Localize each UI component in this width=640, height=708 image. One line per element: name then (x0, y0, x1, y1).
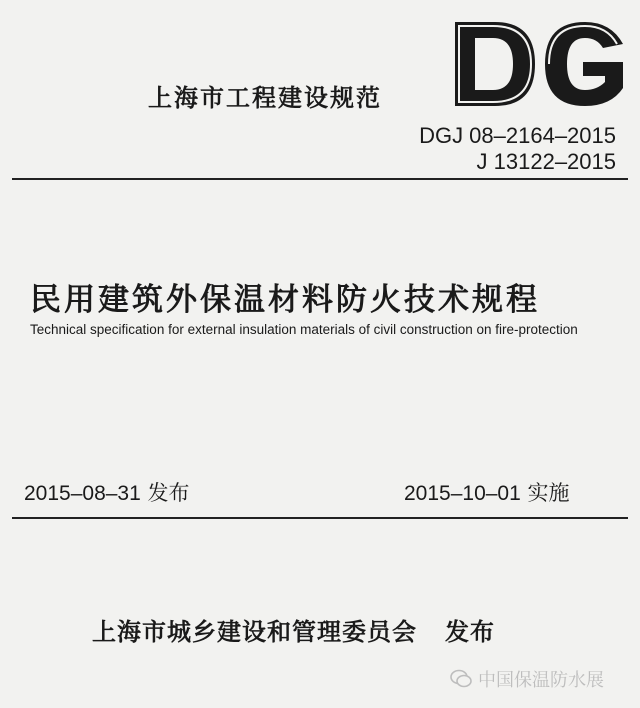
document-title: 民用建筑外保温材料防火技术规程 (30, 282, 540, 318)
watermark-text: 中国保温防水展 (478, 670, 604, 691)
standard-code-dgj: DGJ 08–2164–2015 (419, 123, 616, 148)
standard-code-j: J 13122–2015 (476, 149, 616, 174)
implementation-date: 2015–10–01 (404, 482, 521, 505)
implementation-date-line (404, 477, 569, 507)
issue-label: 发布 (147, 481, 190, 505)
wechat-icon (450, 669, 472, 689)
publisher-name: 上海市城乡建设和管理委员会 (92, 618, 417, 646)
issue-date: 2015–08–31 (24, 482, 141, 505)
issue-date-line (24, 477, 189, 507)
publisher-action: 发布 (445, 618, 495, 646)
implementation-label: 实施 (527, 481, 570, 505)
standard-series-name: 上海市工程建设规范 (148, 84, 382, 112)
dg-logo (445, 18, 625, 110)
bottom-divider (12, 517, 628, 519)
standard-codes (419, 123, 616, 175)
document-title-english: Technical specification for external insulation materials of civil construction on fire-protection (30, 322, 578, 337)
top-divider (12, 178, 628, 180)
publisher-line (92, 612, 495, 647)
watermark (450, 666, 604, 692)
